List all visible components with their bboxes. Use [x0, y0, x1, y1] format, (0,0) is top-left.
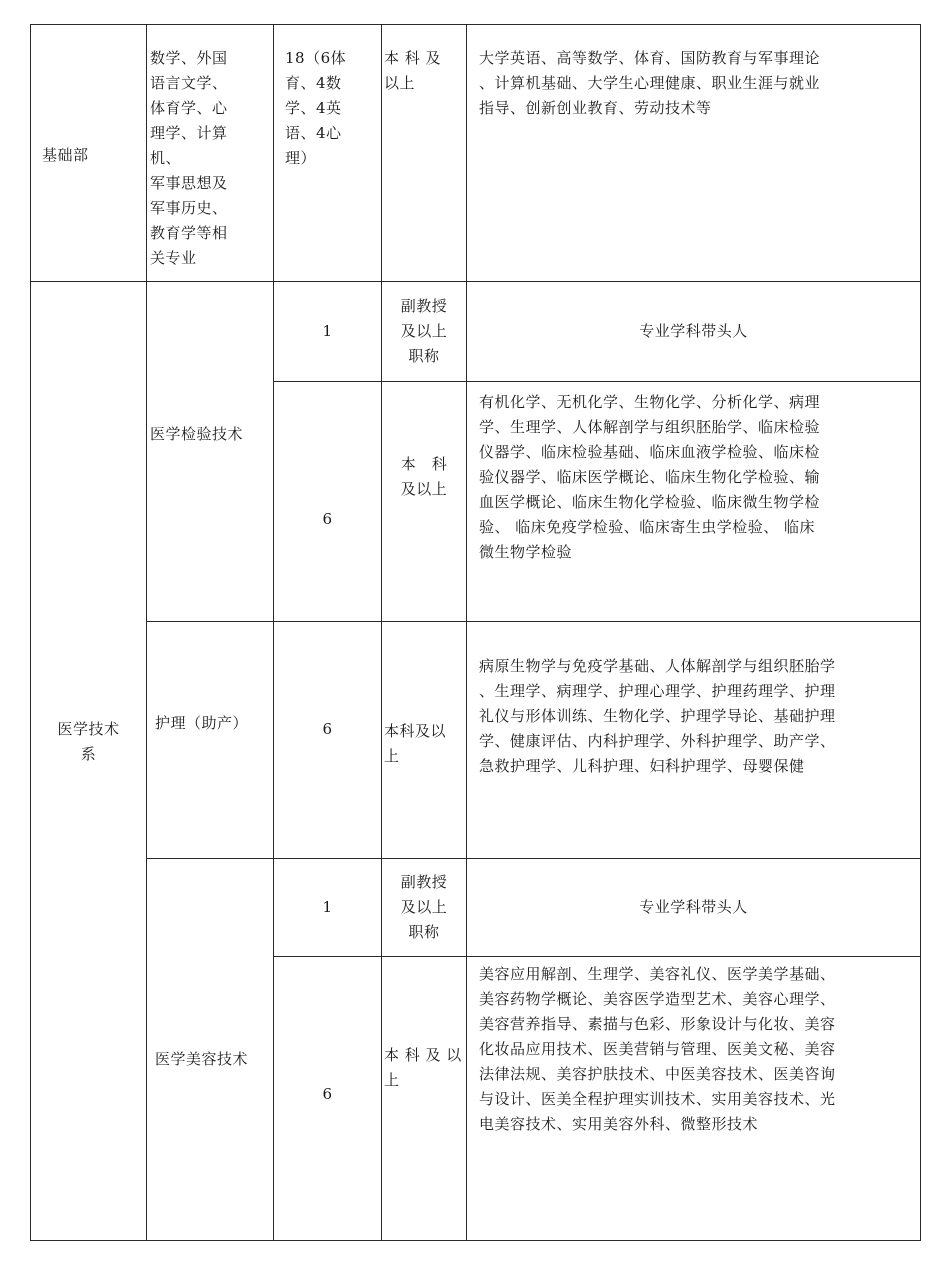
major-cell: 数学、外国 语言文学、 体育学、心 理学、计算 机、 军事思想及 军事历史、 教育学等相 关专业	[150, 49, 228, 267]
education-cell: 本 科 及以上	[400, 455, 448, 498]
courses-cell: 大学英语、高等数学、体育、国防教育与军事理论 、计算机基础、大学生心理健康、职业生涯与就业 指导、创新创业教育、劳动技术等	[479, 49, 821, 117]
lead-count-cell: 1	[322, 898, 333, 916]
courses-cell: 有机化学、无机化学、生物化学、分析化学、病理 学、生理学、人体解剖学与组织胚胎学、临床检验 仪器学、临床检验基础、临床血液学检验、临床检 验仪器学、临床医学概论、临床生物化学检验、输 血医学概论、临床生物化学检验、临床微生物学检 验、 临床免疫学检验、临床寄生虫学检验、 临床 微生物学检验	[479, 393, 821, 561]
count-cell: 6	[322, 509, 333, 528]
column-divider	[146, 24, 147, 1241]
column-divider	[273, 24, 274, 1241]
table-border-right	[920, 24, 921, 1241]
column-divider	[466, 24, 467, 1241]
department-cell: 基础部	[42, 146, 89, 164]
lead-role-cell: 专业学科带头人	[639, 898, 748, 916]
table-border-top	[30, 24, 921, 25]
lead-count-cell: 1	[322, 322, 333, 340]
department-cell: 医学技术 系	[57, 720, 120, 763]
lead-role-cell: 专业学科带头人	[639, 322, 748, 340]
education-cell: 本科及以 上	[384, 722, 447, 765]
table-border-left	[30, 24, 31, 1241]
major-cell: 护理（助产）	[155, 714, 249, 732]
lead-requirement-cell: 副教授 及以上 职称	[400, 297, 448, 365]
courses-cell: 病原生物学与免疫学基础、人体解剖学与组织胚胎学 、生理学、病理学、护理心理学、护理药理学、护理 礼仪与形体训练、生物化学、护理学导论、基础护理 学、健康评估、内科护理学、外科护理学、助产学、 急救护理学、儿科护理、妇科护理学、母婴保健	[479, 657, 836, 775]
lead-requirement-cell: 副教授 及以上 职称	[400, 873, 448, 941]
major-cell: 医学美容技术	[155, 1050, 249, 1068]
row-divider	[273, 381, 921, 382]
table-border-bottom	[30, 1240, 921, 1241]
count-cell: 18（6体 育、4数 学、4英 语、4心 理）	[285, 49, 347, 167]
major-cell: 医学检验技术	[150, 425, 244, 443]
column-divider	[381, 24, 382, 1241]
education-cell: 本 科 及 以上	[384, 49, 442, 92]
row-divider	[273, 956, 921, 957]
count-cell: 6	[322, 719, 333, 738]
row-divider	[146, 621, 921, 622]
courses-cell: 美容应用解剖、生理学、美容礼仪、医学美学基础、 美容药物学概论、美容医学造型艺术、美容心理学、 美容营养指导、素描与色彩、形象设计与化妆、美容 化妆品应用技术、医美营销与管理、医美文秘、美容 法律法规、美容护肤技术、中医美容技术、医美咨询 与设计、医美全程护理实训技术、实用美容技术、光 电美容技术、实用美容外科、微整形技术	[479, 965, 836, 1133]
education-cell: 本 科 及 以 上	[384, 1046, 462, 1089]
count-cell: 6	[322, 1084, 333, 1103]
